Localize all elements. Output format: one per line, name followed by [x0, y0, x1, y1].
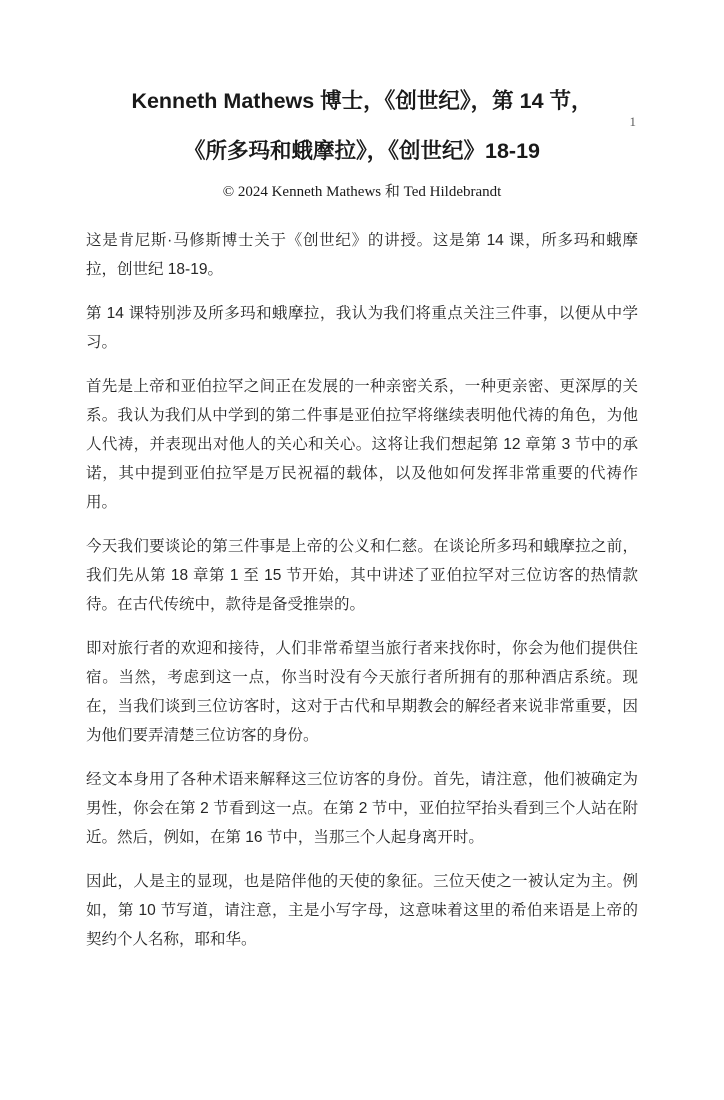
paragraph-3: 首先是上帝和亚伯拉罕之间正在发展的一种亲密关系，一种更亲密、更深厚的关系。我认为我们从中学到的第二件事是亚伯拉罕将继续表明他代祷的角色，为他人代祷，并表现出对他人的关心和关心。这将让我们想起第 12 章第 3 节中的承诺，其中提到亚伯拉罕是万民祝福的载体，以及他如何发挥非常重要的代祷作用。 — [86, 378, 638, 511]
document-title — [86, 76, 638, 176]
paragraph-5: 即对旅行者的欢迎和接待，人们非常希望当旅行者来找你时，你会为他们提供住宿。当然，考虑到这一点，你当时没有今天旅行者所拥有的那种酒店系统。现在，当我们谈到三位访客时，这对于古代和早期教会的解经者来说非常重要，因为他们要弄清楚三位访客的身份。 — [86, 640, 638, 744]
title-line-2: 《所多玛和蛾摩拉》，《创世纪》18-19 — [184, 139, 540, 163]
paragraph-2: 第 14 课特别涉及所多玛和蛾摩拉，我认为我们将重点关注三件事，以便从中学习。 — [86, 305, 638, 351]
paragraph-6: 经文本身用了各种术语来解释这三位访客的身份。首先，请注意，他们被确定为男性，你会在第 2 节看到这一点。在第 2 节中，亚伯拉罕抬头看到三个人站在附近。然后，例如，在第 16 节中，当那三个人起身离开时。 — [86, 771, 638, 846]
copyright-line: © 2024 Kenneth Mathews 和 Ted Hildebrandt — [222, 184, 502, 200]
page-number: 1 — [629, 114, 636, 129]
document-page — [0, 76, 724, 1100]
paragraph-7: 因此，人是主的显现，也是陪伴他的天使的象征。三位天使之一被认定为主。例如，第 10 节写道，请注意，主是小写字母，这意味着这里的希伯来语是上帝的契约个人名称，耶和华。 — [86, 873, 638, 948]
paragraph-1: 这是肯尼斯·马修斯博士关于《创世纪》的讲授。这是第 14 课，所多玛和蛾摩拉，创世纪 18-19。 — [86, 232, 638, 278]
document-body — [86, 226, 638, 954]
paragraph-4: 今天我们要谈论的第三件事是上帝的公义和仁慈。在谈论所多玛和蛾摩拉之前，我们先从第 18 章第 1 至 15 节开始，其中讲述了亚伯拉罕对三位访客的热情款待。在古代传统中，款待是备受推崇的。 — [86, 538, 638, 613]
title-line-1: Kenneth Mathews 博士，《创世纪》，第 14 节， — [131, 89, 593, 113]
page-content — [0, 76, 724, 954]
